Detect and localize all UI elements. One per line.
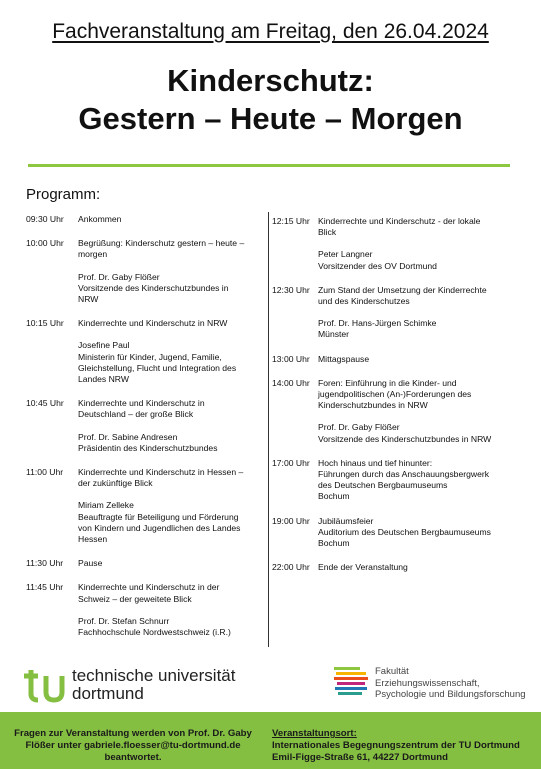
program-entry xyxy=(272,516,522,550)
program-entry xyxy=(272,378,522,445)
entry-time: 22:00 Uhr xyxy=(272,562,310,573)
entry-time: 09:30 Uhr xyxy=(26,214,64,224)
entry-time: 19:00 Uhr xyxy=(272,515,310,526)
entry-speaker-line: Ministerin für Kinder, Jugend, Familie, xyxy=(78,351,222,362)
entry-speaker-line: Vorsitzende des Kinderschutzbundes in NRW xyxy=(318,433,492,444)
entry-body xyxy=(318,458,522,503)
entry-speaker-line: Prof. Dr. Sabine Andresen xyxy=(78,431,178,442)
faculty-line-1: Fakultät xyxy=(375,666,409,677)
entry-speaker-line: Miriam Zelleke xyxy=(78,500,134,511)
entry-title-line: Ende der Veranstaltung xyxy=(318,562,408,573)
faculty-line-3: Psychologie und Bildungsforschung xyxy=(375,689,526,700)
entry-speaker-line: Gleichstellung, Flucht und Integration des xyxy=(78,362,237,373)
program-column-left xyxy=(26,214,266,638)
faculty-logo-icon xyxy=(334,665,370,701)
entry-body xyxy=(78,582,266,638)
venue-info xyxy=(272,728,537,764)
logo-bar xyxy=(0,660,541,708)
entry-speaker-line: von Kindern und Jugendlichen des Landes xyxy=(78,522,241,533)
entry-body xyxy=(318,516,522,550)
contact-line-2[interactable]: Flößer unter gabriele.floesser@tu-dortmund.de xyxy=(25,740,241,751)
entry-body xyxy=(318,285,522,341)
entry-time: 10:00 Uhr xyxy=(26,238,64,249)
entry-body xyxy=(78,238,266,305)
entry-body xyxy=(78,558,266,569)
entry-title-line: Ankommen xyxy=(78,214,122,224)
entry-title-line: Bochum xyxy=(318,491,350,502)
entry-body xyxy=(318,354,522,365)
entry-title-line: Kinderrechte und Kinderschutz in der xyxy=(78,582,220,593)
entry-speaker-line: Münster xyxy=(318,329,350,340)
entry-speaker-line: Prof. Dr. Gaby Flößer xyxy=(78,271,160,282)
entry-body xyxy=(318,378,522,445)
title-divider xyxy=(28,164,510,167)
program-entry xyxy=(272,458,522,503)
venue-line-2: Emil-Figge-Straße 61, 44227 Dortmund xyxy=(272,752,448,763)
entry-body xyxy=(78,467,266,545)
entry-time: 11:45 Uhr xyxy=(26,582,64,593)
entry-time: 13:00 Uhr xyxy=(272,353,310,364)
page-title xyxy=(0,62,541,138)
entry-title-line: Kinderrechte und Kinderschutz - der lokale xyxy=(318,216,481,226)
program-entry xyxy=(26,558,266,569)
footer-bar xyxy=(0,712,541,769)
entry-title-line: Blick xyxy=(318,227,337,238)
entry-speaker-line: NRW xyxy=(78,294,99,305)
program-column-right xyxy=(272,216,522,573)
entry-speaker-line: Vorsitzender des OV Dortmund xyxy=(318,260,437,271)
tu-logo-icon xyxy=(22,668,66,704)
entry-title-line: Bochum xyxy=(318,538,350,549)
entry-title-line: Kinderrechte und Kinderschutz in Hessen – xyxy=(78,467,244,478)
tu-name-line-1: technische universität xyxy=(72,666,236,685)
program-entry xyxy=(26,467,266,545)
entry-title-line: der zukünftige Blick xyxy=(78,478,153,489)
entry-speaker-line: Beauftragte für Beteiligung und Förderung xyxy=(78,511,239,522)
entry-title-line: Deutschland – der große Blick xyxy=(78,409,194,420)
entry-body xyxy=(78,214,266,225)
entry-speaker-line: Hessen xyxy=(78,534,108,545)
entry-body xyxy=(318,216,522,272)
entry-body xyxy=(78,398,266,454)
entry-speaker-line: Josefine Paul xyxy=(78,340,130,351)
program-entry xyxy=(26,582,266,638)
program-heading: Programm: xyxy=(26,186,101,203)
entry-speaker-line: Landes NRW xyxy=(78,374,129,385)
entry-time: 11:00 Uhr xyxy=(26,467,64,478)
entry-speaker-line: Peter Langner xyxy=(318,249,373,260)
entry-body xyxy=(78,318,266,385)
entry-speaker-line: Prof. Dr. Hans-Jürgen Schimke xyxy=(318,318,437,329)
program-entry xyxy=(272,354,522,365)
entry-title-line: morgen xyxy=(78,249,108,260)
entry-time: 14:00 Uhr xyxy=(272,377,310,388)
event-date-heading: Fachveranstaltung am Freitag, den 26.04.2024 xyxy=(52,20,489,43)
entry-title-line: Mittagspause xyxy=(318,353,370,364)
entry-title-line: Foren: Einführung in die Kinder- und xyxy=(318,377,457,388)
entry-speaker-line: Vorsitzende des Kinderschutzbundes in xyxy=(78,282,229,293)
entry-speaker-line: Präsidentin des Kinderschutzbundes xyxy=(78,442,218,453)
entry-title-line: Begrüßung: Kinderschutz gestern – heute – xyxy=(78,238,245,249)
entry-title-line: Zum Stand der Umsetzung der Kinderrechte xyxy=(318,284,487,295)
faculty-name xyxy=(375,666,526,701)
entry-title-line: Kinderrechte und Kinderschutz in NRW xyxy=(78,318,228,329)
contact-line-1: Fragen zur Veranstaltung werden von Prof. Dr. Gaby xyxy=(14,728,252,739)
entry-speaker-line: Prof. Dr. Stefan Schnurr xyxy=(78,615,170,626)
entry-speaker-line: Prof. Dr. Gaby Flößer xyxy=(318,422,400,433)
entry-title-line: Kinderrechte und Kinderschutz in xyxy=(78,398,205,409)
entry-title-line: Pause xyxy=(78,558,103,569)
program-entry xyxy=(272,216,522,272)
program-entry xyxy=(272,285,522,341)
entry-time: 17:00 Uhr xyxy=(272,457,310,468)
program-entry xyxy=(272,562,522,573)
entry-time: 12:30 Uhr xyxy=(272,284,310,295)
entry-time: 10:45 Uhr xyxy=(26,398,64,409)
entry-title-line: und des Kinderschutzes xyxy=(318,296,410,307)
contact-line-3: beantwortet. xyxy=(104,752,162,763)
venue-label: Veranstaltungsort: xyxy=(272,728,357,739)
title-line-2: Gestern – Heute – Morgen xyxy=(78,101,463,136)
entry-time: 11:30 Uhr xyxy=(26,558,64,569)
entry-title-line: des Deutschen Bergbaumuseums xyxy=(318,480,448,491)
entry-time: 12:15 Uhr xyxy=(272,216,310,226)
entry-title-line: Führungen durch das Anschauungsbergwerk xyxy=(318,469,490,480)
tu-name-line-2: dortmund xyxy=(72,684,144,703)
contact-info xyxy=(8,728,258,764)
entry-speaker-line: Fachhochschule Nordwestschweiz (i.R.) xyxy=(78,627,231,638)
program-entry xyxy=(26,398,266,454)
entry-body xyxy=(318,562,522,573)
entry-title-line: jugendpolitischen (An-)Forderungen des xyxy=(318,389,472,400)
program-entry xyxy=(26,238,266,305)
column-divider xyxy=(268,212,269,647)
program-entry xyxy=(26,214,266,225)
entry-title-line: Auditorium des Deutschen Bergbaumuseums xyxy=(318,526,491,537)
entry-title-line: Jubiläumsfeier xyxy=(318,515,374,526)
tu-name xyxy=(72,667,235,703)
program-entry xyxy=(26,318,266,385)
entry-title-line: Hoch hinaus und tief hinunter: xyxy=(318,457,433,468)
faculty-line-2: Erziehungswissenschaft, xyxy=(375,677,480,689)
entry-title-line: Kinderschutzbundes in NRW xyxy=(318,400,428,411)
title-line-1: Kinderschutz: xyxy=(167,63,374,98)
venue-line-1: Internationales Begegnungszentrum der TU Dortmund xyxy=(272,740,520,751)
entry-time: 10:15 Uhr xyxy=(26,318,64,329)
entry-title-line: Schweiz – der geweitete Blick xyxy=(78,593,192,604)
